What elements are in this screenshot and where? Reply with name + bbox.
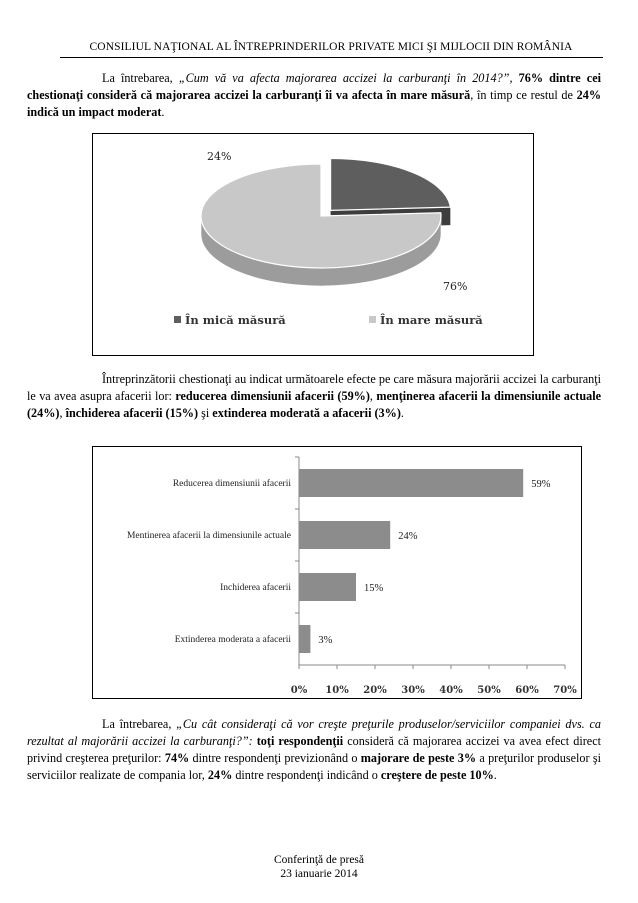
bold-span: 74% (164, 751, 190, 765)
bar-data-label: 15% (364, 583, 384, 594)
x-tick-label: 10% (325, 685, 349, 696)
category-label: Reducerea dimensiunii afacerii (172, 479, 291, 489)
legend-swatch (369, 316, 376, 323)
bar (299, 625, 310, 653)
x-tick-label: 30% (401, 685, 425, 696)
text-span: . (400, 406, 404, 420)
x-tick-label: 40% (439, 685, 463, 696)
pie-data-label: 76% (443, 280, 468, 293)
header-rule (60, 57, 603, 58)
legend-swatch (174, 316, 181, 323)
paragraph-price-increase (27, 716, 601, 784)
bar-chart-frame (92, 446, 582, 699)
text-span: , (369, 389, 377, 403)
document-header: CONSILIUL NAŢIONAL AL ÎNTREPRINDERILOR PRIVATE MICI ŞI MIJLOCII DIN ROMÂNIA (89, 41, 573, 53)
x-tick-label: 50% (477, 685, 501, 696)
bar-data-label: 59% (531, 479, 551, 490)
bar-data-label: 24% (398, 531, 418, 542)
category-label: Mentinerea afacerii la dimensiunile actuale (126, 531, 291, 541)
bold-span: 76% dintre cei chestionaţi consideră că majorarea accizei la carburanţi îi va afecta în mare măsură (27, 71, 601, 102)
text-span: şi (198, 406, 213, 420)
legend-label: În mică măsură (185, 313, 286, 327)
text-span: , (59, 406, 66, 420)
text-span: La întrebarea, (102, 71, 179, 85)
bar (299, 573, 356, 601)
footer-line-1: Conferinţă de presă (273, 854, 365, 866)
bold-span: 24% (207, 768, 233, 782)
x-tick-label: 60% (515, 685, 539, 696)
bold-span: extinderea moderată a afacerii (3%) (212, 406, 401, 420)
pie-slice-small-measure (331, 158, 451, 210)
bold-span: închiderea afacerii (15%) (65, 406, 199, 420)
pie-chart-frame (92, 133, 534, 356)
question-italic: „Cum vă va afecta majorarea accizei la carburanţi în 2014?”, (178, 71, 513, 85)
paragraph-business-effects (27, 371, 601, 422)
legend-label: În mare măsură (380, 313, 483, 327)
text-span: a preţurilor produselor şi serviciilor realizate de compania lor, (27, 751, 601, 782)
text-span: dintre respondenţi previzionând o (189, 751, 361, 765)
category-label: Extinderea moderata a afacerii (174, 635, 291, 645)
text-span: . (161, 105, 165, 119)
bold-span: creştere de peste 10% (380, 768, 494, 782)
bar (299, 521, 390, 549)
text-span: dintre respondenţi indicând o (232, 768, 381, 782)
text-span: La întrebarea, (102, 717, 177, 731)
pie-chart (93, 134, 533, 355)
bold-span: toţi respondenţii (256, 734, 344, 748)
bar (299, 469, 523, 497)
text-span: , în timp ce restul de (470, 88, 577, 102)
footer-date: 23 ianuarie 2014 (280, 868, 358, 880)
question-italic: „Cu cât consideraţi că vor creşte preţurile produselor/serviciilor companiei dvs. ca rezultat al majorării accizei la carburanţi?”: (27, 717, 601, 748)
x-tick-label: 20% (363, 685, 387, 696)
bold-span: majorare de peste 3% (360, 751, 477, 765)
x-tick-label: 0% (290, 685, 308, 696)
bar-chart (93, 447, 581, 698)
bold-span: reducerea dimensiunii afacerii (59%) (175, 389, 370, 403)
bold-span: 24% indică un impact moderat (27, 88, 601, 119)
bar-data-label: 3% (318, 635, 333, 646)
x-tick-label: 70% (553, 685, 577, 696)
text-span: Întreprinzătorii chestionaţi au indicat următoarele efecte pe care măsura majorării accizei la carburanţi le va avea asupra afacerii lor: (27, 372, 601, 403)
text-span: . (493, 768, 497, 782)
pie-data-label: 24% (207, 150, 232, 163)
text-span: consideră că majorarea accizei va avea efect direct privind creşterea preţurilor: (27, 734, 601, 765)
category-label: Inchiderea afacerii (220, 583, 291, 593)
bold-span: menţinerea afacerii la dimensiunile actuale (24%) (27, 389, 601, 420)
paragraph-fuel-excise-impact (27, 70, 601, 121)
